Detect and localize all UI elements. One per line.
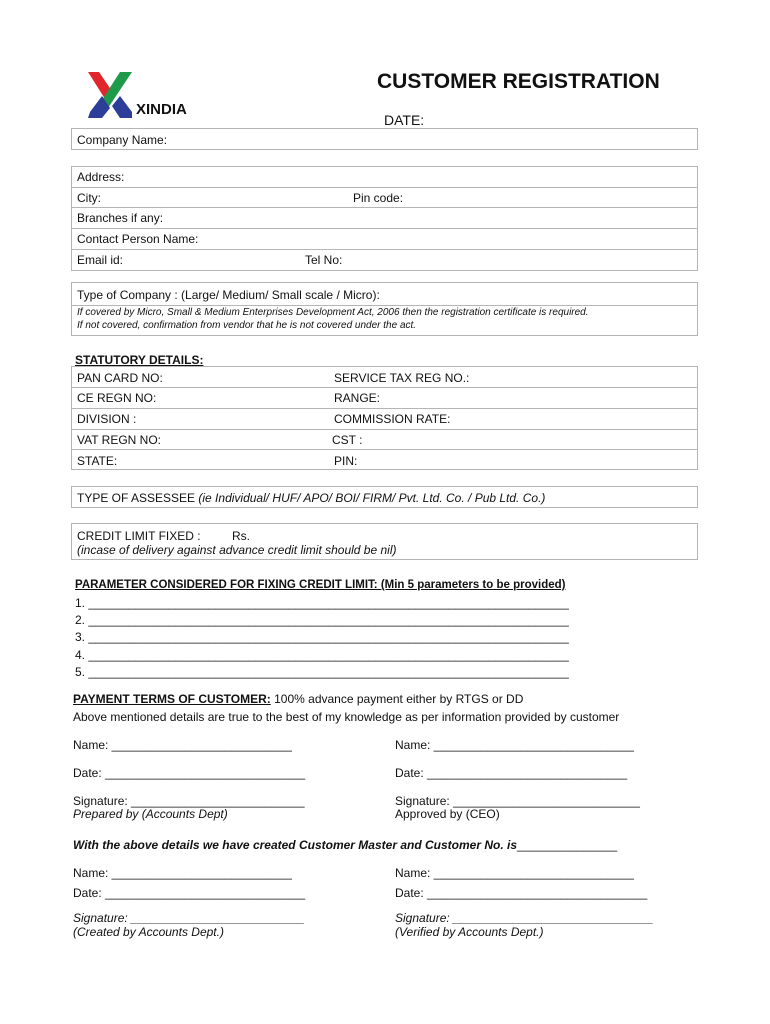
parameter-line-4: 4. ________________________________________________________________________ bbox=[75, 648, 569, 662]
pin-code-label: Pin code: bbox=[353, 191, 404, 205]
payment-terms-text: 100% advance payment either by RTGS or DD bbox=[270, 692, 524, 706]
cst-label: CST : bbox=[332, 433, 363, 447]
pan-card-label: PAN CARD NO: bbox=[77, 371, 163, 385]
assessee-label: TYPE OF ASSESSEE bbox=[77, 491, 196, 505]
prepared-by-role: Prepared by (Accounts Dept) bbox=[73, 807, 228, 821]
prepared-signature-line: Signature: __________________________ bbox=[73, 794, 305, 808]
brand-name: XINDIA bbox=[136, 101, 187, 118]
email-label: Email id: bbox=[77, 253, 124, 267]
parameter-line-3: 3. ________________________________________________________________________ bbox=[75, 630, 569, 644]
msme-note-2: If not covered, confirmation from vendor that he is not covered under the act. bbox=[77, 320, 417, 331]
created-by-role: (Created by Accounts Dept.) bbox=[73, 925, 224, 939]
credit-limit-note: (incase of delivery against advance credit limit should be nil) bbox=[77, 543, 397, 557]
parameter-line-5: 5. ________________________________________________________________________ bbox=[75, 665, 569, 679]
city-label: City: bbox=[77, 191, 101, 205]
approved-by-role: Approved by (CEO) bbox=[395, 807, 500, 821]
verified-name-line: Name: ______________________________ bbox=[395, 866, 634, 880]
approved-date-line: Date: ______________________________ bbox=[395, 766, 628, 780]
verified-date-line: Date: _________________________________ bbox=[395, 886, 648, 900]
credit-currency: Rs. bbox=[232, 529, 250, 543]
assessee-options: (ie Individual/ HUF/ APO/ BOI/ FIRM/ Pvt. Ltd. Co. / Pub Ltd. Co.) bbox=[198, 491, 546, 505]
approved-signature-line: Signature: ____________________________ bbox=[395, 794, 640, 808]
company-logo bbox=[88, 72, 132, 118]
created-date-line: Date: ______________________________ bbox=[73, 886, 306, 900]
declaration-text: Above mentioned details are true to the best of my knowledge as per information provided by customer bbox=[73, 710, 620, 724]
division-label: DIVISION : bbox=[77, 412, 137, 426]
statutory-heading: STATUTORY DETAILS: bbox=[75, 353, 204, 367]
branches-label: Branches if any: bbox=[77, 211, 164, 225]
tel-label: Tel No: bbox=[305, 253, 343, 267]
prepared-date-line: Date: ______________________________ bbox=[73, 766, 306, 780]
pin-label: PIN: bbox=[334, 454, 358, 468]
payment-terms-heading: PAYMENT TERMS OF CUSTOMER: bbox=[73, 692, 271, 706]
state-label: STATE: bbox=[77, 454, 118, 468]
date-label: DATE: bbox=[384, 112, 425, 128]
verified-by-role: (Verified by Accounts Dept.) bbox=[395, 925, 544, 939]
vat-regn-label: VAT REGN NO: bbox=[77, 433, 162, 447]
assessee-line bbox=[77, 491, 545, 505]
approved-name-line: Name: ______________________________ bbox=[395, 738, 634, 752]
range-label: RANGE: bbox=[334, 391, 381, 405]
customer-number-blank: _______________ bbox=[517, 838, 618, 852]
parameter-line-2: 2. ________________________________________________________________________ bbox=[75, 613, 569, 627]
contact-details-box bbox=[71, 166, 698, 271]
address-label: Address: bbox=[77, 170, 125, 184]
credit-limit-label: CREDIT LIMIT FIXED : bbox=[77, 529, 201, 543]
page-title: CUSTOMER REGISTRATION bbox=[377, 70, 660, 93]
customer-master-line bbox=[73, 838, 617, 852]
msme-note-1: If covered by Micro, Small & Medium Enterprises Development Act, 2006 then the registration certificate is required. bbox=[77, 307, 589, 318]
created-signature-line: Signature: __________________________ bbox=[73, 911, 305, 925]
commission-rate-label: COMMISSION RATE: bbox=[334, 412, 451, 426]
service-tax-label: SERVICE TAX REG NO.: bbox=[334, 371, 470, 385]
contact-person-label: Contact Person Name: bbox=[77, 232, 199, 246]
company-type-label: Type of Company : (Large/ Medium/ Small scale / Micro): bbox=[77, 288, 380, 302]
created-name-line: Name: ___________________________ bbox=[73, 866, 292, 880]
parameters-heading: PARAMETER CONSIDERED FOR FIXING CREDIT LIMIT: (Min 5 parameters to be provided) bbox=[75, 579, 566, 591]
ce-regn-label: CE REGN NO: bbox=[77, 391, 157, 405]
payment-terms-line bbox=[73, 692, 523, 706]
parameter-line-1: 1. ________________________________________________________________________ bbox=[75, 596, 569, 610]
prepared-name-line: Name: ___________________________ bbox=[73, 738, 292, 752]
customer-master-text: With the above details we have created Customer Master and Customer No. is bbox=[73, 838, 518, 852]
xindia-logo-icon bbox=[88, 72, 132, 118]
company-name-label: Company Name: bbox=[77, 133, 168, 147]
verified-signature-line: Signature: ______________________________ bbox=[395, 911, 654, 925]
